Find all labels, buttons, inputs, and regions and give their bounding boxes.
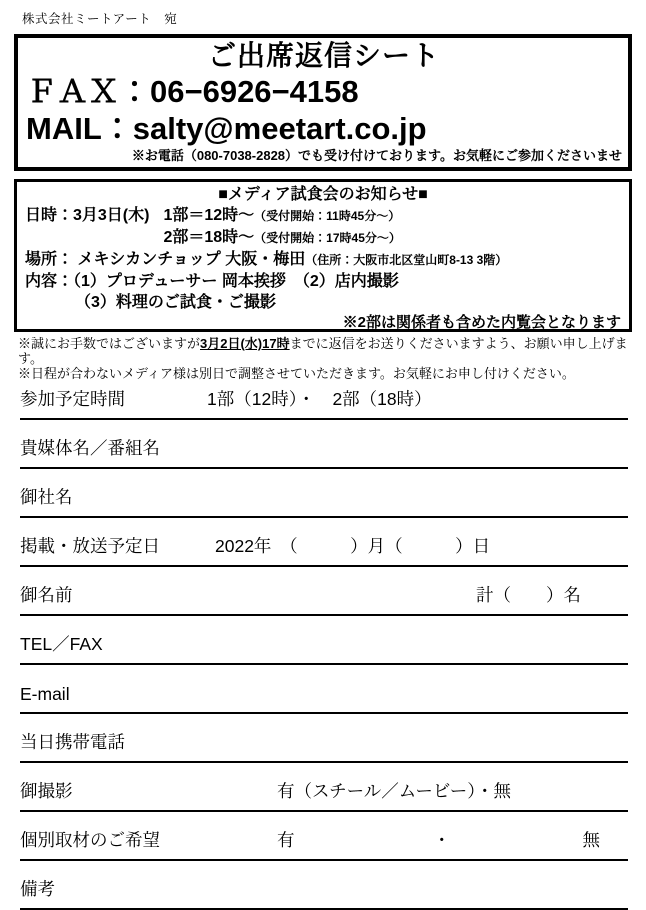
field-label-attend-time: 参加予定時間 — [20, 389, 125, 409]
event-date-label: 日時：3月3日(木) — [25, 207, 150, 224]
headcount-blank[interactable]: 計（ ）名 — [476, 585, 581, 605]
interview-choice-no[interactable]: 無 — [582, 830, 600, 850]
field-label-shooting: 御撮影 — [20, 781, 73, 801]
publish-date-blanks[interactable]: 2022年 （ ）月（ ）日 — [215, 536, 491, 556]
event-place — [25, 249, 621, 271]
note-line2: ※日程が合わないメディア様は別日で調整させていただきます。お気軽にお申し付けください。 — [18, 366, 575, 381]
addressee-line: 株式会社ミートアート 宛 — [22, 12, 178, 26]
form-row-remarks[interactable] — [20, 861, 628, 910]
form-row-media-name[interactable] — [20, 420, 628, 469]
reply-deadline-notes — [18, 336, 630, 381]
form-row-name[interactable] — [20, 567, 628, 616]
field-label-media-name: 貴媒体名／番組名 — [20, 438, 160, 458]
note-line1-prefix: ※誠にお手数ではございますが — [18, 336, 201, 351]
field-label-interview: 個別取材のご希望 — [20, 830, 160, 850]
event-notice-box — [14, 179, 632, 332]
event-part1-note: （受付開始：11時45分〜） — [254, 209, 401, 223]
attend-time-choices[interactable]: 1部（12時）・ 2部（18時） — [207, 389, 432, 409]
note-line1-suffix: までに返信をお送りくださいますよう、お願い申し上げます。 — [18, 336, 628, 366]
event-part2 — [163, 227, 400, 249]
reply-sheet-box — [14, 34, 632, 171]
field-label-publish-date: 掲載・放送予定日 — [20, 536, 160, 556]
reply-form — [20, 381, 628, 910]
event-part1 — [163, 205, 400, 227]
fax-number-line: ＦＡＸ：06−6926−4158 — [26, 74, 359, 109]
form-row-company-name[interactable] — [20, 469, 628, 518]
field-label-company-name: 御社名 — [20, 487, 73, 507]
form-row-publish-date[interactable] — [20, 518, 628, 567]
event-content-line2: （3）料理のご試食・ご撮影 — [75, 294, 276, 311]
field-label-email: E-mail — [20, 684, 70, 704]
event-content-line1: 内容：（1）プロデューサー 岡本挨拶 （2）店内撮影 — [25, 273, 399, 290]
field-label-mobile: 当日携帯電話 — [20, 732, 125, 752]
note-line1 — [18, 336, 630, 366]
form-row-tel-fax[interactable] — [20, 616, 628, 665]
shooting-choices[interactable]: 有（スチール／ムービー）・無 — [277, 781, 511, 801]
form-row-mobile[interactable] — [20, 714, 628, 763]
event-datetime — [25, 205, 621, 249]
event-place-text: 場所： メキシカンチョップ 大阪・梅田 — [25, 251, 306, 268]
event-part2-note: （受付開始：17時45分〜） — [254, 231, 401, 245]
event-title: ■メディア試食会のお知らせ■ — [218, 186, 428, 203]
phone-note: ※お電話（080-7038-2828）でも受け付けております。お気軽にご参加くださいませ — [131, 148, 622, 163]
field-label-name: 御名前 — [20, 585, 73, 605]
interview-choice-yes[interactable]: 有 — [277, 830, 295, 850]
reply-sheet-title: ご出席返信シート — [207, 40, 440, 71]
event-footnote: ※2部は関係者も含めた内覧会となります — [342, 314, 621, 331]
form-row-attend-time[interactable] — [20, 381, 628, 420]
form-row-email[interactable] — [20, 665, 628, 714]
field-label-tel-fax: TEL／FAX — [20, 634, 103, 654]
note-deadline: 3月2日(水)17時 — [200, 336, 290, 351]
event-place-note: （住所：大阪市北区堂山町8-13 3階） — [305, 253, 508, 267]
event-parts — [163, 205, 400, 249]
form-row-shooting[interactable] — [20, 763, 628, 812]
form-row-interview[interactable] — [20, 812, 628, 861]
field-label-remarks: 備考 — [20, 879, 55, 899]
mail-address-line: MAIL：salty@meetart.co.jp — [26, 111, 427, 146]
event-part1-time: 1部＝12時〜 — [163, 207, 255, 224]
interview-choice-separator: ・ — [433, 830, 451, 850]
event-part2-time: 2部＝18時〜 — [163, 229, 255, 246]
